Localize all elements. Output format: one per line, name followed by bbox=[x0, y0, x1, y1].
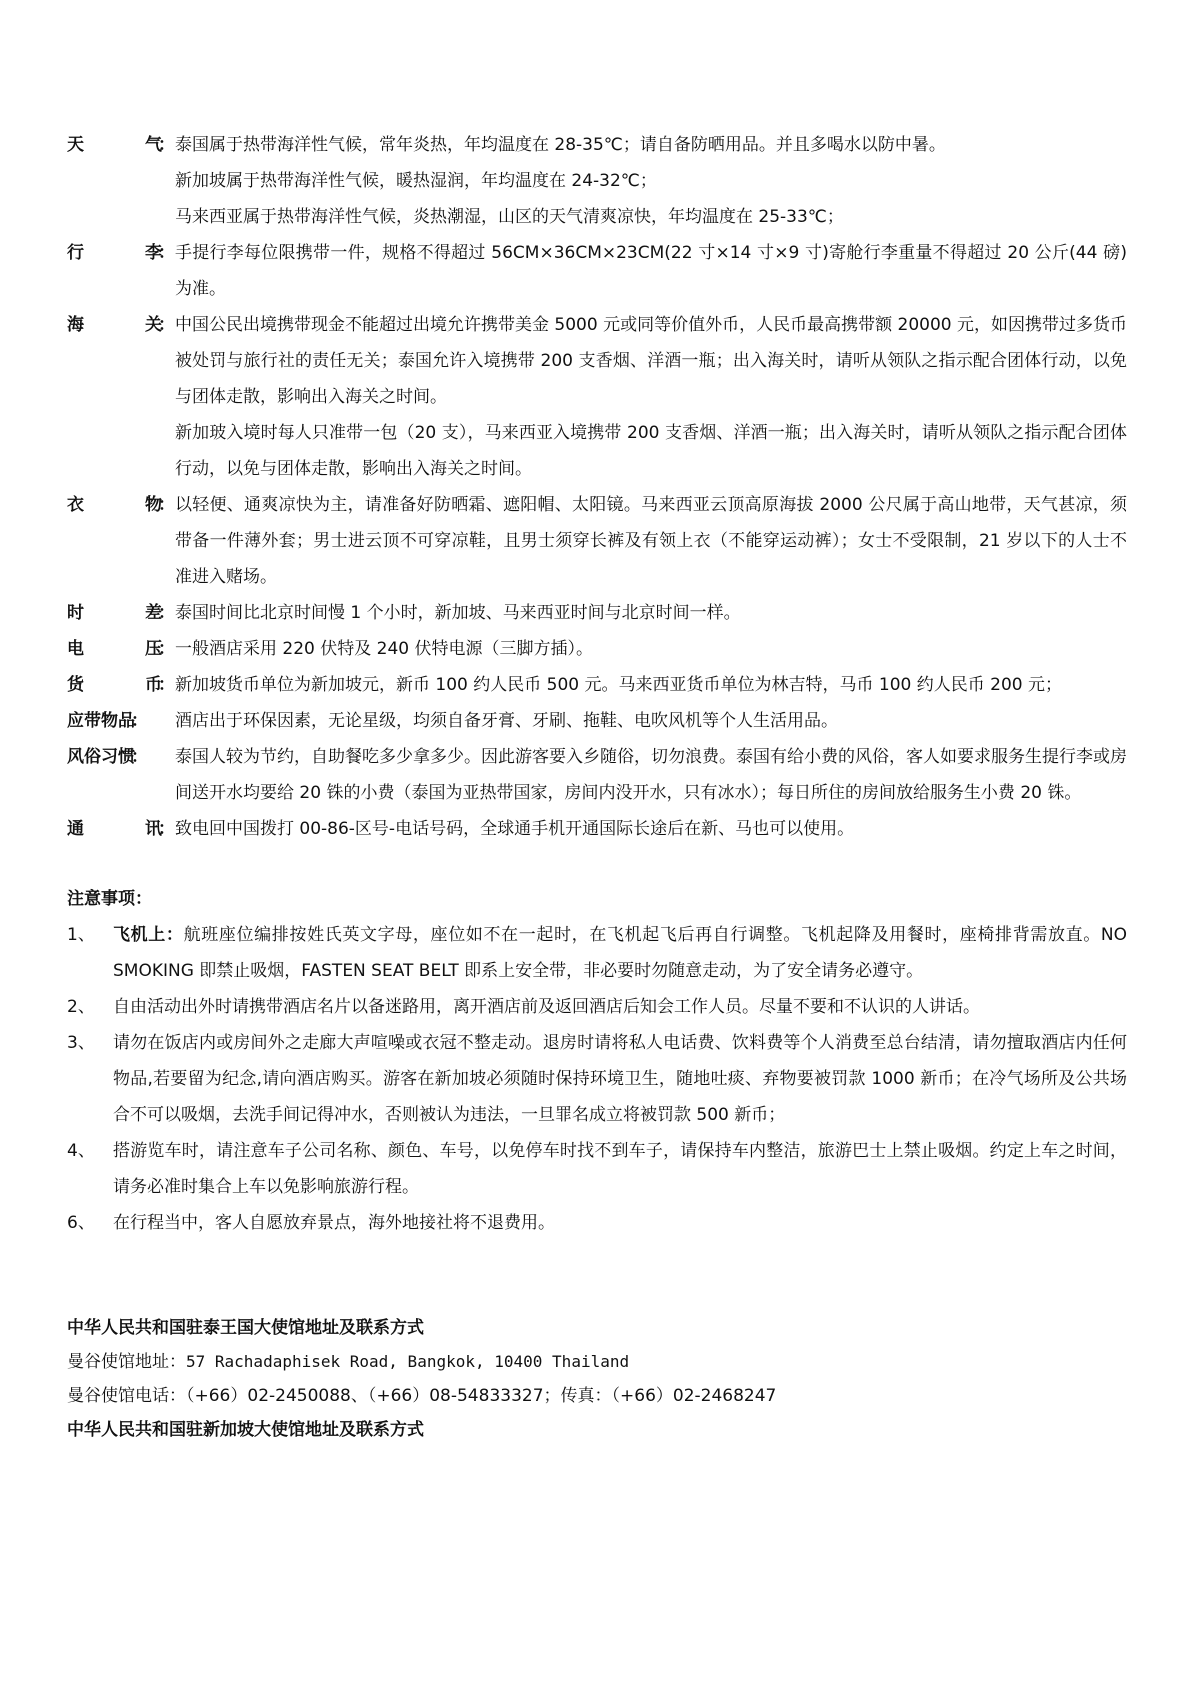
label-colon: ： bbox=[158, 495, 175, 515]
note-text: 在行程当中，客人自愿放弃景点，海外地接社将不退费用。 bbox=[113, 1213, 555, 1233]
label-char: 海 bbox=[67, 315, 84, 335]
label-char: 差 bbox=[145, 603, 162, 623]
label-char: 应带物品 bbox=[67, 711, 135, 731]
label-char: 电 bbox=[67, 639, 84, 659]
section-line: 致电回中国拨打 00-86-区号-电话号码，全球通手机开通国际长途后在新、马也可以使用。 bbox=[175, 819, 855, 839]
section-body bbox=[175, 595, 1127, 631]
note-item bbox=[67, 1205, 1127, 1241]
note-item bbox=[67, 1133, 1127, 1205]
label-char: 币 bbox=[145, 675, 162, 695]
section-label bbox=[67, 811, 175, 847]
label-char: 物 bbox=[145, 495, 162, 515]
section-label bbox=[67, 307, 175, 343]
notes-list bbox=[67, 917, 1127, 1241]
label-char: 天 bbox=[67, 135, 84, 155]
address-label: 曼谷使馆地址： bbox=[67, 1352, 186, 1372]
note-item bbox=[67, 1025, 1127, 1133]
section-customs-habits bbox=[67, 739, 1127, 811]
section-label bbox=[67, 703, 175, 739]
section-time-difference bbox=[67, 595, 1127, 631]
note-lead: 飞机上： bbox=[113, 925, 184, 945]
label-colon: ： bbox=[158, 819, 175, 839]
info-sections bbox=[67, 127, 1127, 847]
section-body bbox=[175, 667, 1127, 703]
section-line: 以轻便、通爽凉快为主，请准备好防晒霜、遮阳帽、太阳镜。马来西亚云顶高原海拔 2000 公尺属于高山地带，天气甚凉，须带备一件薄外套；男士进云顶不可穿凉鞋，且男士须穿长裤及有领上衣（不能穿运动裤）；女士不受限制，21 岁以下的人士不准进入赌场。 bbox=[175, 495, 1127, 587]
notes-title: 注意事项： bbox=[67, 889, 152, 909]
section-line: 泰国人较为节约，自助餐吃多少拿多少。因此游客要入乡随俗，切勿浪费。泰国有给小费的风俗，客人如要求服务生提行李或房间送开水均要给 20 铢的小费（泰国为亚热带国家，房间内没开水，只有冰水）；每日所住的房间放给服务生小费 20 铢。 bbox=[175, 747, 1127, 803]
address-value: 57 Rachadaphisek Road, Bangkok, 10400 Thailand bbox=[186, 1352, 630, 1371]
section-body bbox=[175, 307, 1127, 487]
note-number: 1、 bbox=[67, 925, 95, 945]
section-line: 新加玻入境时每人只准带一包（20 支），马来西亚入境携带 200 支香烟、洋酒一瓶；出入海关时，请听从领队之指示配合团体行动，以免与团体走散，影响出入海关之时间。 bbox=[175, 423, 1127, 479]
label-colon: ： bbox=[158, 675, 175, 695]
label-char: 气 bbox=[145, 135, 162, 155]
note-number: 4、 bbox=[67, 1141, 95, 1161]
section-line: 手提行李每位限携带一件，规格不得超过 56CM×36CM×23CM(22 寸×14 寸×9 寸)寄舱行李重量不得超过 20 公斤(44 磅)为准。 bbox=[175, 243, 1127, 299]
thailand-embassy-address bbox=[67, 1345, 1127, 1379]
section-label bbox=[67, 487, 175, 523]
note-text bbox=[113, 917, 1127, 989]
label-colon: ： bbox=[158, 603, 175, 623]
note-text: 搭游览车时，请注意车子公司名称、颜色、车号，以免停车时找不到车子，请保持车内整洁，旅游巴士上禁止吸烟。约定上车之时间，请务必准时集合上车以免影响旅游行程。 bbox=[113, 1141, 1127, 1197]
label-char: 衣 bbox=[67, 495, 84, 515]
note-text: 请勿在饭店内或房间外之走廊大声喧噪或衣冠不整走动。退房时请将私人电话费、饮料费等个人消费至总台结清，请勿擅取酒店内任何物品,若要留为纪念,请向酒店购买。游客在新加坡必须随时保持环境卫生，随地吐痰、弃物要被罚款 1000 新币；在冷气场所及公共场合不可以吸烟，去洗手间记得冲水，否则被认为违法，一旦罪名成立将被罚款 500 新币； bbox=[113, 1033, 1127, 1125]
section-body bbox=[175, 703, 1127, 739]
section-line: 新加坡货币单位为新加坡元，新币 100 约人民币 500 元。马来西亚货币单位为林吉特，马币 100 约人民币 200 元； bbox=[175, 675, 1063, 695]
section-line: 泰国时间比北京时间慢 1 个小时，新加坡、马来西亚时间与北京时间一样。 bbox=[175, 603, 741, 623]
label-char: 行 bbox=[67, 243, 84, 263]
thailand-embassy-title: 中华人民共和国驻泰王国大使馆地址及联系方式 bbox=[67, 1318, 424, 1338]
label-char: 风俗习惯 bbox=[67, 747, 135, 767]
section-label bbox=[67, 127, 175, 163]
section-line: 马来西亚属于热带海洋性气候，炎热潮湿，山区的天气清爽凉快，年均温度在 25-33℃； bbox=[175, 207, 844, 227]
embassy-info bbox=[67, 1311, 1127, 1447]
label-colon: ： bbox=[158, 639, 175, 659]
document-page bbox=[67, 127, 1127, 1447]
section-body bbox=[175, 811, 1127, 847]
label-colon: ： bbox=[131, 711, 148, 731]
phone-label: 曼谷使馆电话： bbox=[67, 1386, 186, 1406]
label-colon: ： bbox=[158, 135, 175, 155]
note-number: 6、 bbox=[67, 1213, 95, 1233]
note-body: 航班座位编排按姓氏英文字母，座位如不在一起时，在飞机起飞后再自行调整。飞机起降及用餐时，座椅排背需放直。NO SMOKING 即禁止吸烟，FASTEN SEAT BELT 即系上安全带，非必要时勿随意走动，为了安全请务必遵守。 bbox=[113, 925, 1128, 981]
label-char: 通 bbox=[67, 819, 84, 839]
note-text: 自由活动出外时请携带酒店名片以备迷路用，离开酒店前及返回酒店后知会工作人员。尽量不要和不认识的人讲话。 bbox=[113, 997, 980, 1017]
section-customs bbox=[67, 307, 1127, 487]
note-item bbox=[67, 989, 1127, 1025]
note-number: 3、 bbox=[67, 1033, 95, 1053]
label-colon: ： bbox=[158, 315, 175, 335]
label-char: 压 bbox=[145, 639, 162, 659]
label-char: 时 bbox=[67, 603, 84, 623]
label-char: 关 bbox=[145, 315, 162, 335]
note-item bbox=[67, 917, 1127, 989]
section-clothing bbox=[67, 487, 1127, 595]
section-line: 中国公民出境携带现金不能超过出境允许携带美金 5000 元或同等价值外币，人民币最高携带额 20000 元，如因携带过多货币被处罚与旅行社的责任无关；泰国允许入境携带 200 支香烟、洋酒一瓶；出入海关时，请听从领队之指示配合团体行动，以免与团体走散，影响出入海关之时间。 bbox=[175, 315, 1127, 407]
section-label bbox=[67, 667, 175, 703]
section-items-to-bring bbox=[67, 703, 1127, 739]
section-voltage bbox=[67, 631, 1127, 667]
label-colon: ： bbox=[158, 243, 175, 263]
section-body bbox=[175, 739, 1127, 811]
section-line: 一般酒店采用 220 伏特及 240 伏特电源（三脚方插）。 bbox=[175, 639, 594, 659]
note-number: 2、 bbox=[67, 997, 95, 1017]
section-communication bbox=[67, 811, 1127, 847]
section-label bbox=[67, 235, 175, 271]
section-body bbox=[175, 127, 1127, 235]
section-line: 泰国属于热带海洋性气候，常年炎热，年均温度在 28-35℃；请自备防晒用品。并且多喝水以防中暑。 bbox=[175, 135, 946, 155]
section-label bbox=[67, 739, 175, 775]
label-colon: ： bbox=[131, 747, 148, 767]
singapore-embassy-title: 中华人民共和国驻新加坡大使馆地址及联系方式 bbox=[67, 1420, 424, 1440]
label-char: 货 bbox=[67, 675, 84, 695]
thailand-embassy-phone bbox=[67, 1379, 1127, 1413]
section-body bbox=[175, 631, 1127, 667]
section-body bbox=[175, 487, 1127, 595]
section-body bbox=[175, 235, 1127, 307]
section-weather bbox=[67, 127, 1127, 235]
section-currency bbox=[67, 667, 1127, 703]
section-label bbox=[67, 595, 175, 631]
section-line: 酒店出于环保因素，无论星级，均须自备牙膏、牙刷、拖鞋、电吹风机等个人生活用品。 bbox=[175, 711, 838, 731]
section-luggage bbox=[67, 235, 1127, 307]
label-char: 讯 bbox=[145, 819, 162, 839]
phone-value: （+66）02-2450088、（+66）08-54833327；传真：（+66）02-2468247 bbox=[186, 1386, 777, 1406]
section-label bbox=[67, 631, 175, 667]
label-char: 李 bbox=[145, 243, 162, 263]
section-line: 新加坡属于热带海洋性气候，暖热湿润，年均温度在 24-32℃； bbox=[175, 171, 657, 191]
